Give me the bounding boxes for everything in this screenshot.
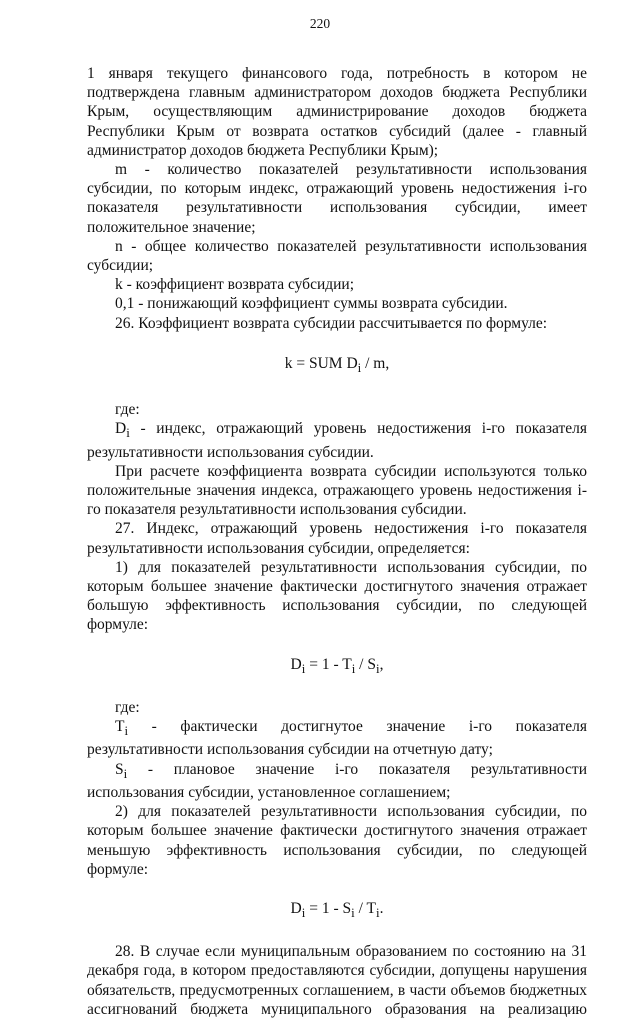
paragraph: 28. В случае если муниципальным образованием по состоянию на 31 декабря года, в котором предоставляются субсидии, допущены нарушения обязательств, предусмотренных соглашением, в части объемов бюджетных ассигнований бюджета муниципального образования на реализацию <box>87 943 587 1018</box>
symbol-subscript: i <box>126 425 130 441</box>
paragraph: 0,1 - понижающий коэффициент суммы возврата субсидии. <box>115 295 508 313</box>
paragraph <box>87 760 587 803</box>
document-body <box>87 64 587 1019</box>
formula-part: / S <box>355 655 376 673</box>
formula-part: D <box>290 655 302 673</box>
formula-subscript: i <box>375 660 380 676</box>
formula-part: / m, <box>361 354 390 372</box>
formula-subscript: i <box>375 905 380 921</box>
paragraph: n - общее количество показателей результативности использования субсидии; <box>87 237 587 275</box>
paragraph: 26. Коэффициент возврата субсидии рассчитывается по формуле: <box>115 314 548 332</box>
formula-part: = 1 - T <box>305 655 352 673</box>
formula-subscript: i <box>351 905 355 921</box>
formula-part: = 1 - S <box>305 899 352 917</box>
paragraph-where: где: <box>115 698 140 716</box>
paragraph-where: где: <box>115 401 140 419</box>
page-number: 220 <box>309 16 331 31</box>
paragraph <box>87 717 587 760</box>
paragraph-text: - плановое значение i-го показателя результативности использования субсидии, установленное соглашением; <box>87 760 587 801</box>
paragraph <box>87 419 587 462</box>
formula-subscript: i <box>357 359 362 375</box>
paragraph: При расчете коэффициента возврата субсидии используются только положительные значения индекса, отражающего уровень недостижения i-го показателя результативности использования субсидии. <box>87 462 587 519</box>
formula-di-2 <box>87 899 587 922</box>
symbol: D <box>115 420 127 438</box>
paragraph: 27. Индекс, отражающий уровень недостижения i-го показателя результативности использования субсидии, определяется: <box>87 520 587 557</box>
symbol: T <box>115 718 125 736</box>
paragraph: 2) для показателей результативности использования субсидии, по которым большее значение фактически достигнутого значения отражает меньшую эффективность использования субсидии, по следующей формуле: <box>87 803 587 878</box>
symbol: S <box>115 760 124 778</box>
formula-part: , <box>379 655 384 673</box>
formula-part: D <box>290 899 302 917</box>
paragraph-text: - фактически достигнутое значение i-го показателя результативности использования субсидии на отчетную дату; <box>87 718 587 759</box>
paragraph: k - коэффициент возврата субсидии; <box>115 276 355 294</box>
formula-subscript: i <box>301 660 306 676</box>
formula-k <box>87 354 587 377</box>
formula-part: k = SUM D <box>284 354 358 372</box>
formula-subscript: i <box>351 660 356 676</box>
paragraph: 1) для показателей результативности использования субсидии, по которым большее значение фактически достигнутого значения отражает большую эффективность использования субсидии, по следующей формуле: <box>87 558 587 634</box>
paragraph-text: - индекс, отражающий уровень недостижения i-го показателя результативности использования субсидии. <box>87 420 587 461</box>
symbol-subscript: i <box>124 723 129 739</box>
formula-part: / T <box>354 899 376 917</box>
paragraph: m - количество показателей результативности использования субсидии, по которым индекс, отражающий уровень недостижения i-го показателя результативности использования субсидии, имеет положительное значение; <box>87 161 587 236</box>
symbol-subscript: i <box>123 765 128 781</box>
formula-di-1 <box>87 655 587 678</box>
paragraph: 1 января текущего финансового года, потребность в котором не подтверждена главным администратором доходов бюджета Республики Крым, осуществляющим администрирование доходов бюджета Республики Крым от возврата остатков субсидий (далее - главный администратор доходов бюджета Республики Крым); <box>87 65 587 159</box>
formula-subscript: i <box>301 905 306 921</box>
formula-part: . <box>379 899 384 917</box>
